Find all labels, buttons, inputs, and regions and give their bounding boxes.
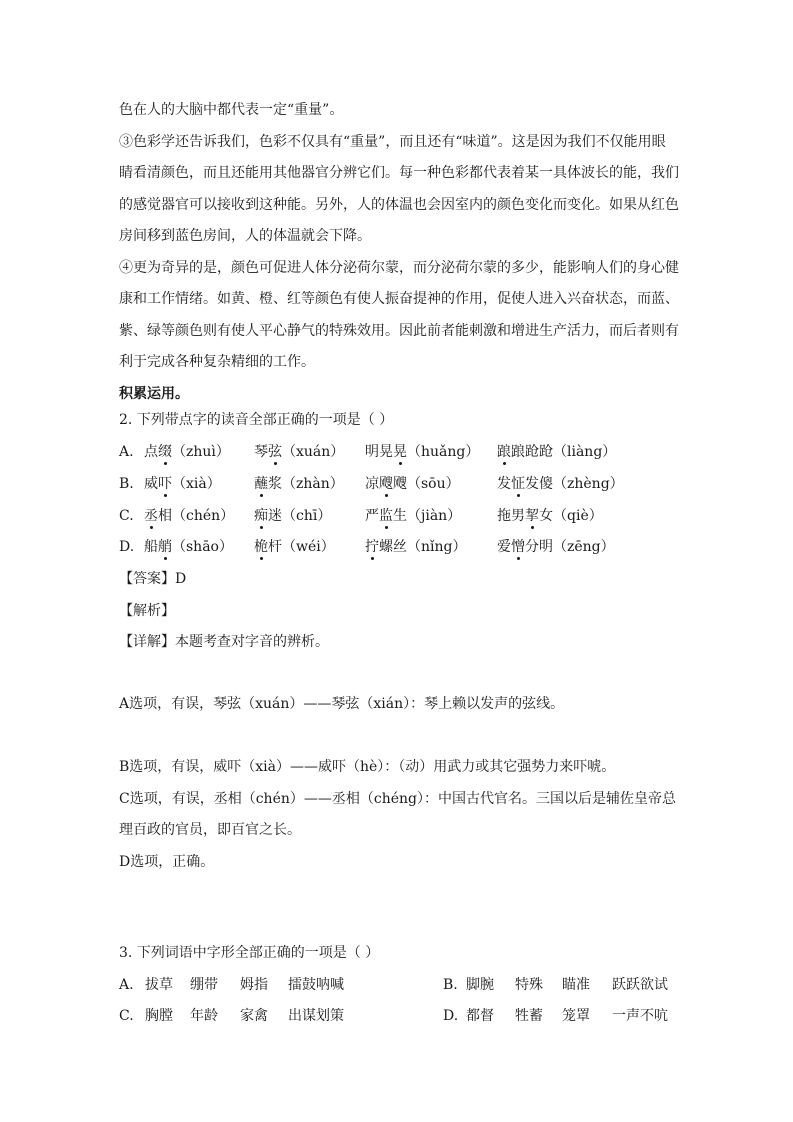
option-item: 严监生（jiàn） xyxy=(365,508,462,524)
option-item: 蘸浆（zhàn） xyxy=(254,476,344,492)
option-item: 丞相（chén） xyxy=(144,508,235,524)
option-item: 威吓（xià） xyxy=(144,476,221,492)
option-word: 脚腕 xyxy=(466,977,494,993)
option-word: 特殊 xyxy=(515,977,543,993)
option-label: B. xyxy=(443,977,458,993)
option-label: A. xyxy=(119,444,134,460)
option-word: 姆指 xyxy=(240,977,268,993)
option-item: 踉踉跄跄（liàng） xyxy=(497,444,617,460)
option-item: 爱憎分明（zēng） xyxy=(497,539,615,555)
option-word: 牲蓄 xyxy=(515,1008,543,1024)
option-word: 跃跃欲试 xyxy=(612,977,668,993)
passage-line: 色在人的大脑中都代表一定“重量”。 xyxy=(119,102,344,118)
dotted-char: 吓 xyxy=(158,476,172,492)
option-item: 船艄（shāo） xyxy=(144,539,233,555)
dotted-char: 蘸 xyxy=(254,476,268,492)
option-word: 笼罩 xyxy=(562,1008,590,1024)
option-word: 胸膛 xyxy=(145,1008,173,1024)
option-word: 都督 xyxy=(466,1008,494,1024)
explanation-c: C选项，有误，丞相（chén）——丞相（chéng）：中国古代官名。三国以后是辅佐皇帝总 xyxy=(119,791,676,807)
option-item: 发怔发傻（zhèng） xyxy=(497,476,624,492)
passage-para3-line: 的感觉器官可以接收到这种能。另外，人的体温也会因室内的颜色变化而变化。如果从红色 xyxy=(119,197,679,213)
question-3-stem: 3. 下列词语中字形全部正确的一项是（ ） xyxy=(119,945,380,961)
option-item: 痴迷（chī） xyxy=(254,508,332,524)
option-item: 桅杆（wéi） xyxy=(254,539,335,555)
option-word: 擂鼓呐喊 xyxy=(288,977,344,993)
option-word: 拔草 xyxy=(145,977,173,993)
analysis-label: 【解析】 xyxy=(119,603,175,619)
dotted-char: 飕 xyxy=(379,476,393,492)
passage-para3-line: 房间移到蓝色房间，人的体温就会下降。 xyxy=(119,228,371,244)
section-title: 积累运用。 xyxy=(119,386,189,402)
option-label: C. xyxy=(119,1008,134,1024)
option-word: 瞄准 xyxy=(562,977,590,993)
option-word: 出谋划策 xyxy=(288,1008,344,1024)
dotted-char: 监 xyxy=(379,508,393,524)
explanation-b: B选项，有误，威吓（xià）——威吓（hè）：（动）用武力或其它强势力来吓唬。 xyxy=(119,759,616,775)
explanation-c-cont: 理百政的官员，即百官之长。 xyxy=(119,822,301,838)
dotted-char: 拧 xyxy=(365,539,379,555)
passage-para3-line: 睛看清颜色，而且还能用其他器官分辨它们。每一种色彩都代表着某一具体波长的能，我们 xyxy=(119,165,679,181)
option-item: 琴弦（xuán） xyxy=(254,444,345,460)
dotted-char: 晃 xyxy=(393,444,407,460)
dotted-char: 丞 xyxy=(144,508,158,524)
option-label: A. xyxy=(119,977,134,993)
passage-para4-line: 康和工作情绪。如黄、橙、红等颜色有使人振奋提神的作用，促使人进入兴奋状态，而蓝、 xyxy=(119,291,679,307)
option-item: 点缀（zhuì） xyxy=(144,444,230,460)
dotted-char: 艄 xyxy=(158,539,172,555)
option-word: 家禽 xyxy=(240,1008,268,1024)
explanation-d: D选项，正确。 xyxy=(119,854,215,870)
passage-para4-line: ④更为奇异的是，颜色可促进人体分泌荷尔蒙，而分泌荷尔蒙的多少，能影响人们的身心健 xyxy=(119,260,679,276)
option-item: 明晃晃（huǎng） xyxy=(365,444,480,460)
option-label: D. xyxy=(119,539,135,555)
option-item: 凉飕飕（sōu） xyxy=(365,476,460,492)
dotted-char: 挈 xyxy=(525,508,539,524)
option-word: 一声不吭 xyxy=(612,1008,668,1024)
question-2-stem: 2. 下列带点字的读音全部正确的一项是（ ） xyxy=(119,412,394,428)
option-label: B. xyxy=(119,476,134,492)
option-label: C. xyxy=(119,508,134,524)
dotted-char: 弦 xyxy=(268,444,282,460)
option-item: 拖男挈女（qiè） xyxy=(497,508,603,524)
explanation-a: A选项，有误，琴弦（xuán）——琴弦（xián）：琴上赖以发声的弦线。 xyxy=(119,696,565,712)
option-word: 年龄 xyxy=(190,1008,218,1024)
passage-para4-line: 利于完成各种复杂精细的工作。 xyxy=(119,354,315,370)
dotted-char: 痴 xyxy=(254,508,268,524)
passage-para3-line: ③色彩学还告诉我们，色彩不仅具有“重量”，而且还有“味道”。这是因为我们不仅能用眼 xyxy=(119,134,666,150)
answer-line: 【答案】D xyxy=(119,571,187,587)
dotted-char: 怔 xyxy=(511,476,525,492)
dotted-char: 踉 xyxy=(497,444,511,460)
dotted-char: 桅 xyxy=(254,539,268,555)
detail-line: 【详解】本题考查对字音的辨析。 xyxy=(119,634,329,650)
dotted-char: 缀 xyxy=(158,444,172,460)
option-word: 绷带 xyxy=(190,977,218,993)
dotted-char: 憎 xyxy=(511,539,525,555)
option-label: D. xyxy=(443,1008,459,1024)
option-item: 拧螺丝（nǐng） xyxy=(365,539,467,555)
passage-para4-line: 紫、绿等颜色则有使人平心静气的特殊效用。因此前者能刺激和增进生产活力，而后者则有 xyxy=(119,323,679,339)
